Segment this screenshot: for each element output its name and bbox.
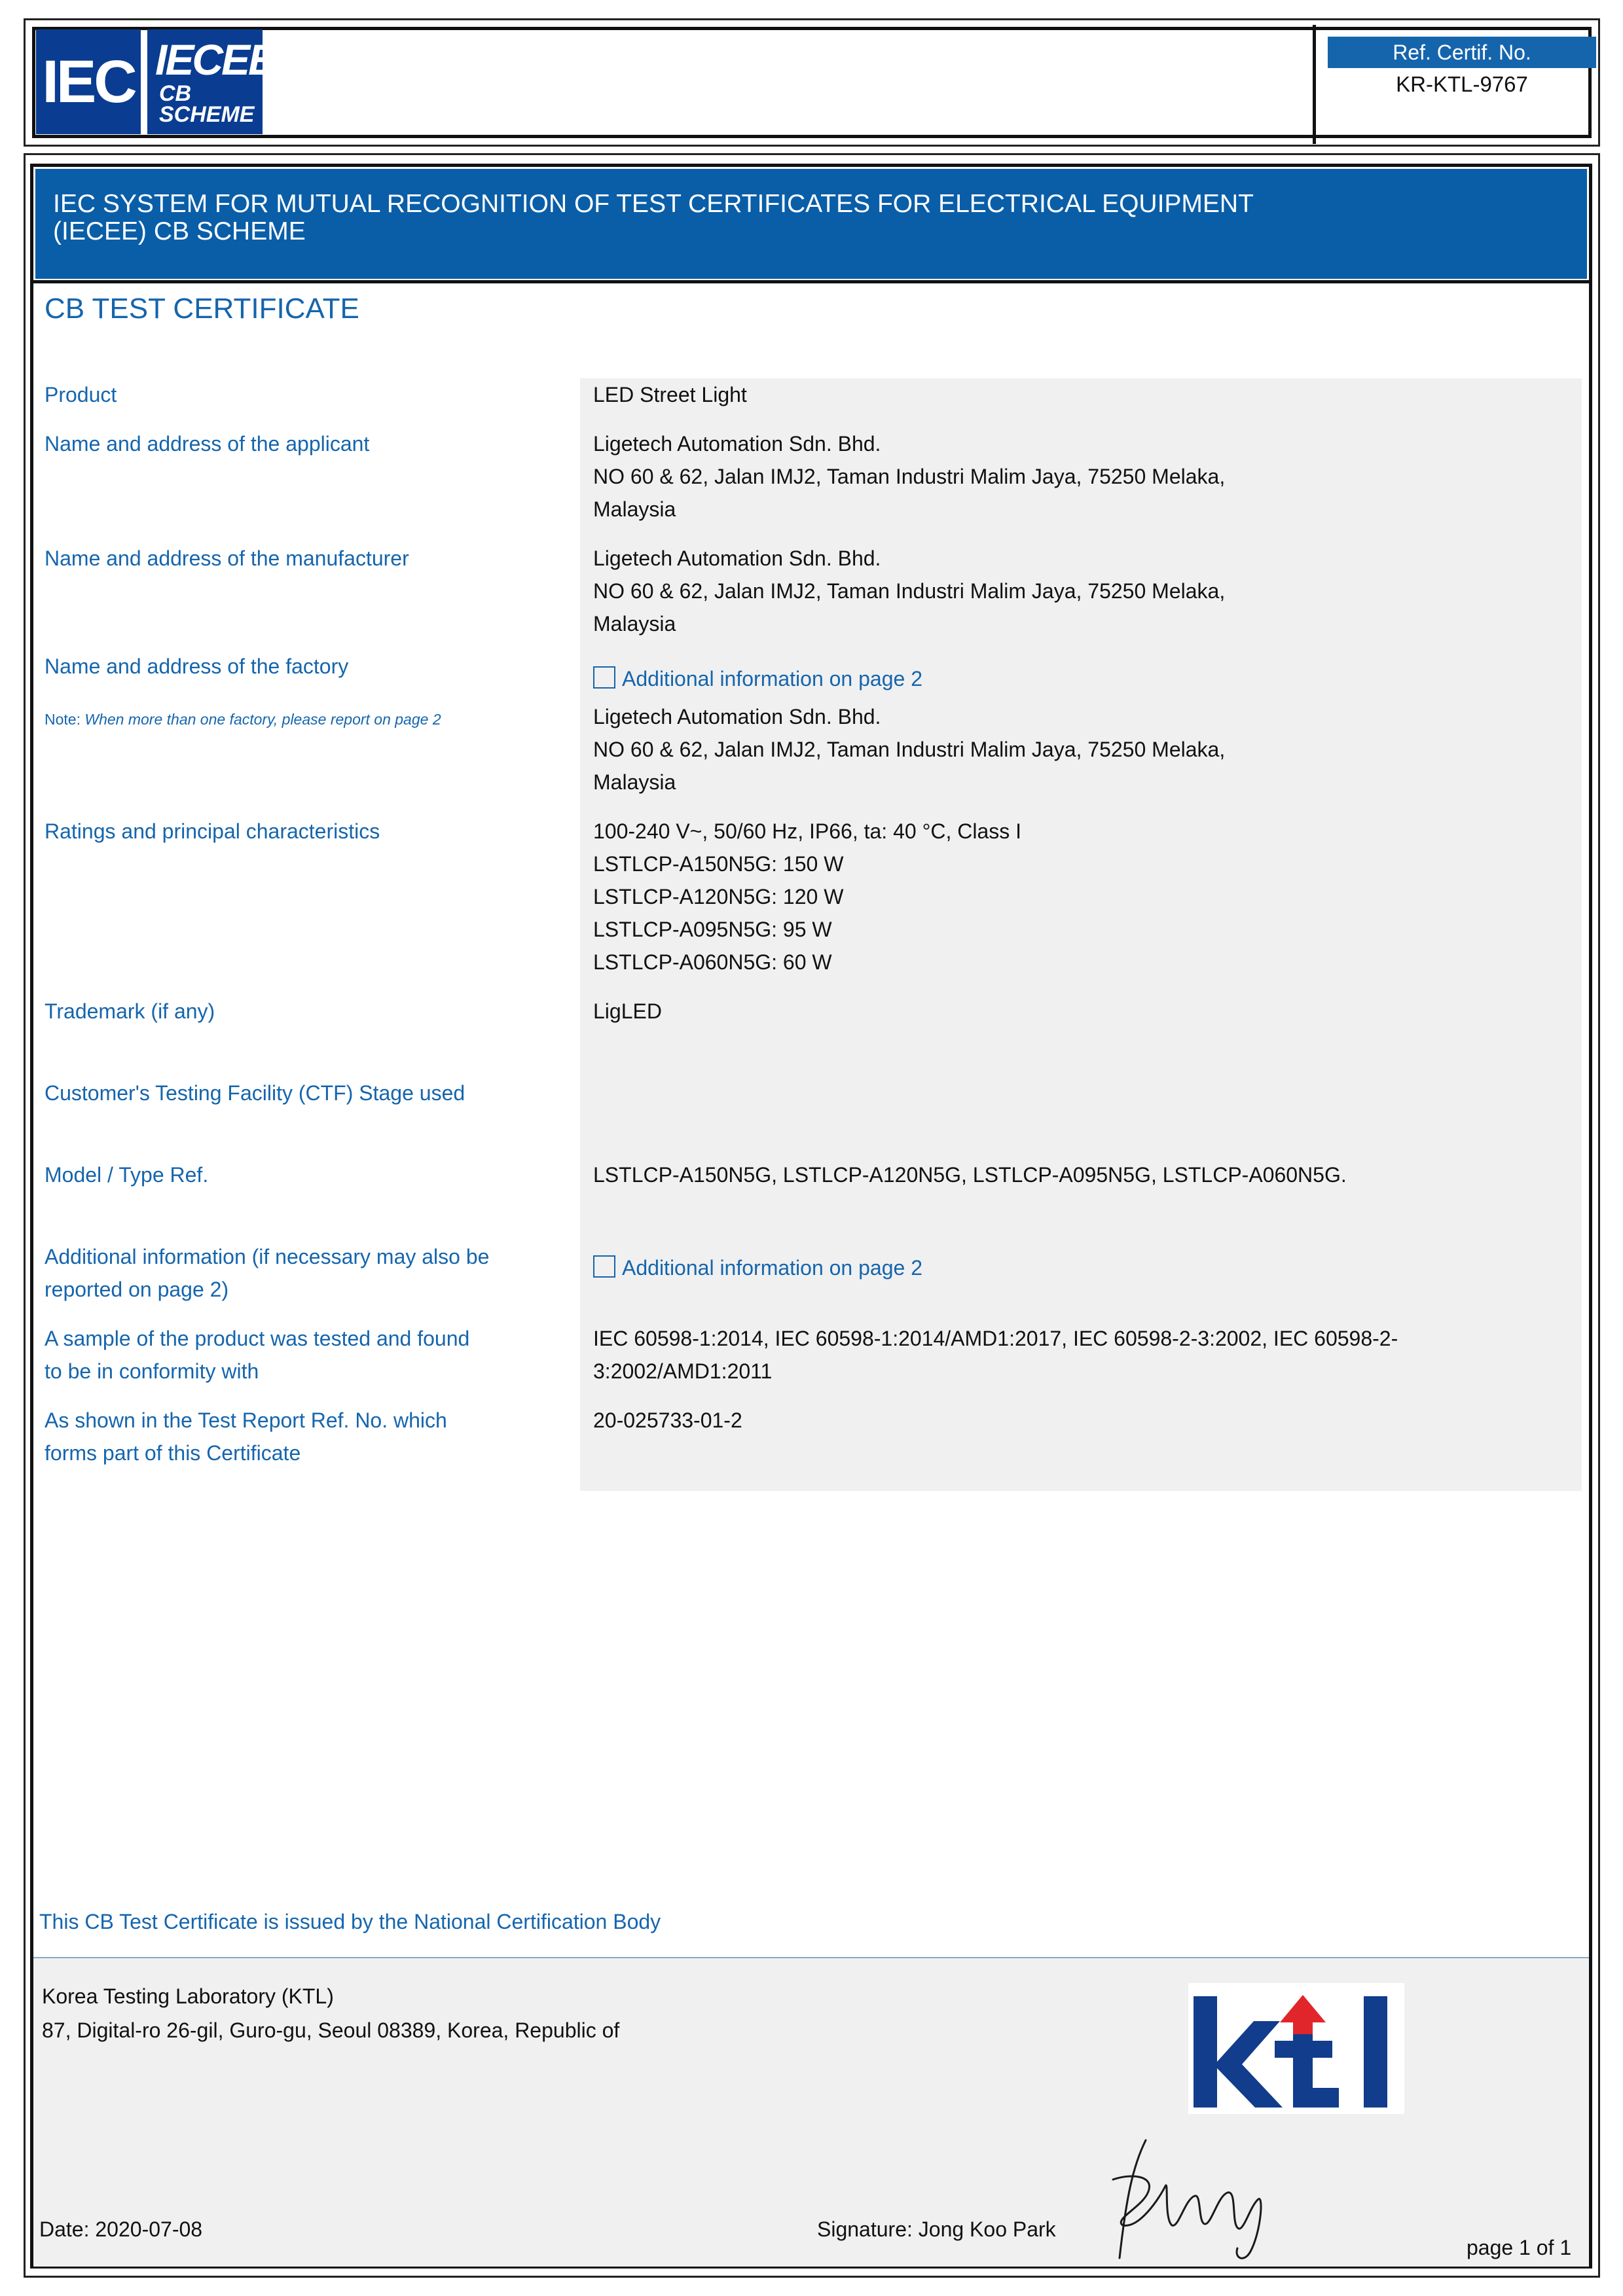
trademark-value: LigLED	[593, 999, 662, 1023]
scheme-title-line-2: (IECEE) CB SCHEME	[53, 217, 306, 245]
conformity-standards: IEC 60598-1:2014, IEC 60598-1:2014/AMD1:2017, IEC 60598-2-3:2002, IEC 60598-2- 3:2002/AMD1:2011	[593, 1327, 1398, 1383]
title-band	[35, 169, 1587, 279]
factory-additional-info[interactable]	[593, 666, 922, 691]
ncb-address: 87, Digital-ro 26-gil, Guro-gu, Seoul 08389, Korea, Republic of	[42, 2018, 620, 2042]
factory-address: Ligetech Automation Sdn. Bhd. NO 60 & 62, Jalan IMJ2, Taman Industri Malim Jaya, 75250 Melaka, Malaysia	[593, 705, 1226, 794]
conformity-label: A sample of the product was tested and found to be in conformity with	[45, 1327, 470, 1383]
additional-info-checkbox[interactable]	[593, 1255, 615, 1278]
ktl-logo	[1188, 1983, 1404, 2114]
ctf-label: Customer's Testing Facility (CTF) Stage used	[45, 1081, 465, 1105]
factory-additional-info-label: Additional information on page 2	[622, 667, 922, 691]
ref-certificate-box	[1313, 25, 1599, 144]
additional-info-checkbox-label: Additional information on page 2	[622, 1256, 922, 1280]
scheme-title-line-1: IEC SYSTEM FOR MUTUAL RECOGNITION OF TEST CERTIFICATES FOR ELECTRICAL EQUIPMENT	[53, 190, 1254, 218]
ref-certificate-label: Ref. Certif. No.	[1328, 37, 1596, 68]
ratings-label: Ratings and principal characteristics	[45, 819, 380, 843]
certificate-title: CB TEST CERTIFICATE	[45, 293, 359, 325]
ncb-name: Korea Testing Laboratory (KTL)	[42, 1984, 334, 2008]
scheme-title	[53, 190, 1254, 245]
iecee-cb-scheme-logo	[147, 29, 276, 134]
additional-info[interactable]	[593, 1255, 922, 1280]
ktl-logo-graphic	[1188, 1983, 1404, 2114]
test-report-label: As shown in the Test Report Ref. No. which forms part of this Certificate	[45, 1408, 447, 1465]
applicant-label: Name and address of the applicant	[45, 432, 370, 456]
iecee-logo-text: IECEE	[155, 35, 276, 84]
model-label: Model / Type Ref.	[45, 1163, 209, 1187]
manufacturer-label: Name and address of the manufacturer	[45, 547, 409, 570]
factory-additional-info-checkbox[interactable]	[593, 666, 615, 689]
product-value: LED Street Light	[593, 383, 747, 406]
issued-by-statement: This CB Test Certificate is issued by the National Certification Body	[39, 1910, 661, 1933]
factory-label: Name and address of the factory	[45, 655, 349, 678]
applicant-address: Ligetech Automation Sdn. Bhd. NO 60 & 62, Jalan IMJ2, Taman Industri Malim Jaya, 75250 Melaka, Malaysia	[593, 432, 1226, 521]
additional-info-label: Additional information (if necessary may also be reported on page 2)	[45, 1245, 490, 1301]
page-number: page 1 of 1	[1467, 2236, 1572, 2259]
trademark-label: Trademark (if any)	[45, 999, 215, 1023]
iec-logo	[36, 29, 141, 134]
iec-logo-text: IEC	[42, 48, 135, 115]
manufacturer-address: Ligetech Automation Sdn. Bhd. NO 60 & 62, Jalan IMJ2, Taman Industri Malim Jaya, 75250 Melaka, Malaysia	[593, 547, 1226, 636]
signature-image	[1087, 2127, 1283, 2265]
title-separator	[33, 280, 1589, 283]
factory-note: Note: When more than one factory, please report on page 2	[45, 711, 441, 728]
signatory: Signature: Jong Koo Park	[817, 2217, 1056, 2241]
cb-scheme-logo-text: CB SCHEME	[159, 81, 255, 127]
ratings-value: 100-240 V~, 50/60 Hz, IP66, ta: 40 °C, Class I LSTLCP-A150N5G: 150 W LSTLCP-A120N5G: 120 W LSTLCP-A095N5G: 95 W LSTLCP-A060N5G: 60 W	[593, 819, 1022, 974]
test-report-number: 20-025733-01-2	[593, 1408, 742, 1432]
issue-date: Date: 2020-07-08	[39, 2217, 203, 2241]
model-value: LSTLCP-A150N5G, LSTLCP-A120N5G, LSTLCP-A095N5G, LSTLCP-A060N5G.	[593, 1163, 1347, 1187]
product-label: Product	[45, 383, 117, 406]
ref-certificate-number: KR-KTL-9767	[1396, 72, 1528, 96]
